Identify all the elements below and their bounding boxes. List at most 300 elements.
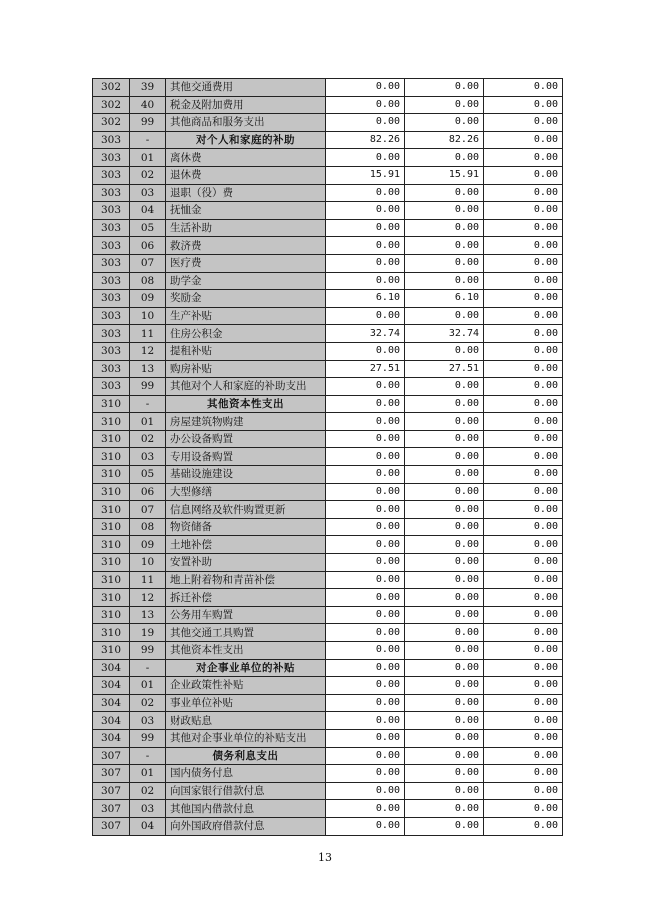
total-amount-cell: 0.00	[326, 606, 405, 624]
basic-expenditure-cell: 0.00	[405, 272, 484, 290]
item-code-cell: 07	[130, 501, 166, 519]
category-code-cell: 304	[93, 677, 130, 695]
total-amount-cell: 0.00	[326, 782, 405, 800]
basic-expenditure-cell: 0.00	[405, 448, 484, 466]
total-amount-cell: 0.00	[326, 342, 405, 360]
project-expenditure-cell: 0.00	[484, 448, 563, 466]
basic-expenditure-cell: 0.00	[405, 149, 484, 167]
item-code-cell: 40	[130, 96, 166, 114]
item-name-cell: 信息网络及软件购置更新	[166, 501, 326, 519]
category-code-cell: 303	[93, 131, 130, 149]
project-expenditure-cell: 0.00	[484, 782, 563, 800]
item-name-cell: 专用设备购置	[166, 448, 326, 466]
item-code-cell: 07	[130, 254, 166, 272]
project-expenditure-cell: 0.00	[484, 360, 563, 378]
basic-expenditure-cell: 0.00	[405, 413, 484, 431]
total-amount-cell: 0.00	[326, 96, 405, 114]
item-code-cell: 05	[130, 219, 166, 237]
project-expenditure-cell: 0.00	[484, 747, 563, 765]
item-code-cell: 02	[130, 782, 166, 800]
category-code-cell: 303	[93, 219, 130, 237]
total-amount-cell: 0.00	[326, 184, 405, 202]
basic-expenditure-cell: 0.00	[405, 536, 484, 554]
basic-expenditure-cell: 0.00	[405, 571, 484, 589]
item-code-cell: 11	[130, 325, 166, 343]
item-code-cell: 01	[130, 413, 166, 431]
total-amount-cell: 0.00	[326, 765, 405, 783]
basic-expenditure-cell: 0.00	[405, 800, 484, 818]
table-row	[93, 342, 563, 360]
category-code-cell: 310	[93, 642, 130, 660]
basic-expenditure-cell: 0.00	[405, 518, 484, 536]
item-code-cell: -	[130, 131, 166, 149]
item-code-cell: 02	[130, 694, 166, 712]
item-code-cell: 03	[130, 184, 166, 202]
basic-expenditure-cell: 0.00	[405, 659, 484, 677]
item-code-cell: 08	[130, 272, 166, 290]
basic-expenditure-cell: 0.00	[405, 501, 484, 519]
item-name-cell: 其他交通费用	[166, 79, 326, 97]
table-row	[93, 114, 563, 132]
project-expenditure-cell: 0.00	[484, 184, 563, 202]
table-row	[93, 589, 563, 607]
total-amount-cell: 0.00	[326, 149, 405, 167]
project-expenditure-cell: 0.00	[484, 202, 563, 220]
total-amount-cell: 0.00	[326, 624, 405, 642]
basic-expenditure-cell: 0.00	[405, 483, 484, 501]
basic-expenditure-cell: 0.00	[405, 342, 484, 360]
total-amount-cell: 15.91	[326, 166, 405, 184]
category-code-cell: 310	[93, 483, 130, 501]
basic-expenditure-cell: 0.00	[405, 712, 484, 730]
category-code-cell: 303	[93, 360, 130, 378]
table-row	[93, 430, 563, 448]
item-name-cell: 土地补偿	[166, 536, 326, 554]
category-code-cell: 303	[93, 237, 130, 255]
basic-expenditure-cell: 0.00	[405, 677, 484, 695]
total-amount-cell: 0.00	[326, 712, 405, 730]
item-name-cell: 安置补助	[166, 554, 326, 572]
table-row	[93, 307, 563, 325]
basic-expenditure-cell: 0.00	[405, 114, 484, 132]
item-code-cell: 03	[130, 800, 166, 818]
project-expenditure-cell: 0.00	[484, 307, 563, 325]
item-name-cell: 其他交通工具购置	[166, 624, 326, 642]
category-code-cell: 310	[93, 518, 130, 536]
total-amount-cell: 0.00	[326, 501, 405, 519]
item-code-cell: 10	[130, 554, 166, 572]
item-name-cell: 抚恤金	[166, 202, 326, 220]
total-amount-cell: 0.00	[326, 589, 405, 607]
table-row	[93, 360, 563, 378]
item-code-cell: 08	[130, 518, 166, 536]
basic-expenditure-cell: 0.00	[405, 430, 484, 448]
category-code-cell: 303	[93, 290, 130, 308]
total-amount-cell: 0.00	[326, 79, 405, 97]
project-expenditure-cell: 0.00	[484, 466, 563, 484]
total-amount-cell: 0.00	[326, 378, 405, 396]
total-amount-cell: 0.00	[326, 219, 405, 237]
project-expenditure-cell: 0.00	[484, 413, 563, 431]
category-code-cell: 310	[93, 624, 130, 642]
item-name-cell: 税金及附加费用	[166, 96, 326, 114]
item-name-cell: 基础设施建设	[166, 466, 326, 484]
category-code-cell: 302	[93, 79, 130, 97]
total-amount-cell: 0.00	[326, 395, 405, 413]
basic-expenditure-cell: 0.00	[405, 694, 484, 712]
table-row	[93, 149, 563, 167]
total-amount-cell: 0.00	[326, 272, 405, 290]
category-code-cell: 304	[93, 659, 130, 677]
project-expenditure-cell: 0.00	[484, 237, 563, 255]
basic-expenditure-cell: 0.00	[405, 782, 484, 800]
total-amount-cell: 0.00	[326, 729, 405, 747]
item-code-cell: 03	[130, 712, 166, 730]
basic-expenditure-cell: 0.00	[405, 729, 484, 747]
item-name-cell: 提租补贴	[166, 342, 326, 360]
basic-expenditure-cell: 32.74	[405, 325, 484, 343]
total-amount-cell: 0.00	[326, 237, 405, 255]
item-code-cell: 39	[130, 79, 166, 97]
project-expenditure-cell: 0.00	[484, 501, 563, 519]
item-code-cell: -	[130, 659, 166, 677]
total-amount-cell: 27.51	[326, 360, 405, 378]
item-name-cell: 向外国政府借款付息	[166, 817, 326, 835]
item-code-cell: -	[130, 747, 166, 765]
project-expenditure-cell: 0.00	[484, 149, 563, 167]
table-row	[93, 237, 563, 255]
basic-expenditure-cell: 0.00	[405, 747, 484, 765]
table-row-section	[93, 747, 563, 765]
item-name-cell: 其他对企事业单位的补贴支出	[166, 729, 326, 747]
project-expenditure-cell: 0.00	[484, 166, 563, 184]
item-name-cell: 助学金	[166, 272, 326, 290]
category-code-cell: 303	[93, 184, 130, 202]
project-expenditure-cell: 0.00	[484, 290, 563, 308]
project-expenditure-cell: 0.00	[484, 483, 563, 501]
table-row	[93, 166, 563, 184]
total-amount-cell: 0.00	[326, 677, 405, 695]
item-code-cell: 06	[130, 237, 166, 255]
item-name-cell: 生产补贴	[166, 307, 326, 325]
basic-expenditure-cell: 0.00	[405, 307, 484, 325]
item-name-cell: 退职（役）费	[166, 184, 326, 202]
basic-expenditure-cell: 0.00	[405, 79, 484, 97]
table-row	[93, 554, 563, 572]
category-code-cell: 310	[93, 448, 130, 466]
basic-expenditure-cell: 82.26	[405, 131, 484, 149]
item-name-cell: 其他资本性支出	[166, 642, 326, 660]
total-amount-cell: 0.00	[326, 694, 405, 712]
table-row	[93, 694, 563, 712]
category-code-cell: 310	[93, 501, 130, 519]
item-name-cell: 公务用车购置	[166, 606, 326, 624]
item-name-cell: 事业单位补贴	[166, 694, 326, 712]
category-code-cell: 310	[93, 589, 130, 607]
category-code-cell: 304	[93, 729, 130, 747]
table-row	[93, 96, 563, 114]
item-code-cell: 09	[130, 290, 166, 308]
project-expenditure-cell: 0.00	[484, 96, 563, 114]
table-row	[93, 272, 563, 290]
basic-expenditure-cell: 27.51	[405, 360, 484, 378]
total-amount-cell: 0.00	[326, 642, 405, 660]
total-amount-cell: 0.00	[326, 307, 405, 325]
category-code-cell: 310	[93, 571, 130, 589]
item-code-cell: 09	[130, 536, 166, 554]
budget-table	[92, 78, 563, 836]
category-code-cell: 307	[93, 782, 130, 800]
basic-expenditure-cell: 0.00	[405, 184, 484, 202]
item-code-cell: 04	[130, 202, 166, 220]
category-code-cell: 303	[93, 254, 130, 272]
table-row	[93, 466, 563, 484]
category-code-cell: 310	[93, 554, 130, 572]
project-expenditure-cell: 0.00	[484, 677, 563, 695]
page-number: 13	[318, 851, 332, 864]
basic-expenditure-cell: 0.00	[405, 765, 484, 783]
category-code-cell: 303	[93, 342, 130, 360]
item-name-cell: 医疗费	[166, 254, 326, 272]
table-row	[93, 677, 563, 695]
basic-expenditure-cell: 0.00	[405, 96, 484, 114]
category-code-cell: 307	[93, 800, 130, 818]
item-code-cell: 99	[130, 114, 166, 132]
item-name-cell: 企业政策性补贴	[166, 677, 326, 695]
table-row	[93, 642, 563, 660]
basic-expenditure-cell: 0.00	[405, 554, 484, 572]
basic-expenditure-cell: 6.10	[405, 290, 484, 308]
total-amount-cell: 0.00	[326, 448, 405, 466]
category-code-cell: 303	[93, 149, 130, 167]
total-amount-cell: 0.00	[326, 114, 405, 132]
category-code-cell: 302	[93, 114, 130, 132]
total-amount-cell: 0.00	[326, 518, 405, 536]
table-row	[93, 501, 563, 519]
table-row	[93, 624, 563, 642]
project-expenditure-cell: 0.00	[484, 624, 563, 642]
table-row-section	[93, 131, 563, 149]
category-code-cell: 303	[93, 307, 130, 325]
item-code-cell: 13	[130, 360, 166, 378]
total-amount-cell: 0.00	[326, 571, 405, 589]
category-code-cell: 303	[93, 166, 130, 184]
project-expenditure-cell: 0.00	[484, 571, 563, 589]
item-name-cell: 物资储备	[166, 518, 326, 536]
project-expenditure-cell: 0.00	[484, 712, 563, 730]
category-code-cell: 304	[93, 712, 130, 730]
total-amount-cell: 0.00	[326, 202, 405, 220]
item-code-cell: -	[130, 395, 166, 413]
table-row	[93, 729, 563, 747]
project-expenditure-cell: 0.00	[484, 817, 563, 835]
basic-expenditure-cell: 15.91	[405, 166, 484, 184]
table-row	[93, 782, 563, 800]
basic-expenditure-cell: 0.00	[405, 378, 484, 396]
item-name-cell: 对企事业单位的补贴	[166, 659, 326, 677]
category-code-cell: 302	[93, 96, 130, 114]
project-expenditure-cell: 0.00	[484, 800, 563, 818]
item-name-cell: 对个人和家庭的补助	[166, 131, 326, 149]
table-body	[93, 79, 563, 836]
basic-expenditure-cell: 0.00	[405, 395, 484, 413]
project-expenditure-cell: 0.00	[484, 395, 563, 413]
project-expenditure-cell: 0.00	[484, 430, 563, 448]
table-row	[93, 79, 563, 97]
basic-expenditure-cell: 0.00	[405, 589, 484, 607]
total-amount-cell: 0.00	[326, 536, 405, 554]
table-row	[93, 536, 563, 554]
category-code-cell: 307	[93, 765, 130, 783]
item-name-cell: 购房补贴	[166, 360, 326, 378]
item-code-cell: 13	[130, 606, 166, 624]
table-row	[93, 202, 563, 220]
item-name-cell: 住房公积金	[166, 325, 326, 343]
total-amount-cell: 0.00	[326, 747, 405, 765]
project-expenditure-cell: 0.00	[484, 554, 563, 572]
total-amount-cell: 0.00	[326, 800, 405, 818]
item-name-cell: 债务利息支出	[166, 747, 326, 765]
item-code-cell: 19	[130, 624, 166, 642]
category-code-cell: 310	[93, 536, 130, 554]
basic-expenditure-cell: 0.00	[405, 624, 484, 642]
table-row	[93, 483, 563, 501]
basic-expenditure-cell: 0.00	[405, 642, 484, 660]
basic-expenditure-cell: 0.00	[405, 466, 484, 484]
total-amount-cell: 32.74	[326, 325, 405, 343]
item-name-cell: 拆迁补偿	[166, 589, 326, 607]
project-expenditure-cell: 0.00	[484, 272, 563, 290]
category-code-cell: 307	[93, 817, 130, 835]
table-row	[93, 765, 563, 783]
basic-expenditure-cell: 0.00	[405, 817, 484, 835]
table-row	[93, 448, 563, 466]
category-code-cell: 303	[93, 272, 130, 290]
item-name-cell: 大型修缮	[166, 483, 326, 501]
total-amount-cell: 0.00	[326, 466, 405, 484]
category-code-cell: 303	[93, 325, 130, 343]
project-expenditure-cell: 0.00	[484, 659, 563, 677]
item-name-cell: 其他国内借款付息	[166, 800, 326, 818]
table-row	[93, 817, 563, 835]
item-code-cell: 10	[130, 307, 166, 325]
table-row	[93, 606, 563, 624]
project-expenditure-cell: 0.00	[484, 518, 563, 536]
item-code-cell: 99	[130, 378, 166, 396]
table-row	[93, 219, 563, 237]
project-expenditure-cell: 0.00	[484, 729, 563, 747]
item-name-cell: 办公设备购置	[166, 430, 326, 448]
item-name-cell: 国内债务付息	[166, 765, 326, 783]
item-code-cell: 01	[130, 677, 166, 695]
table-row	[93, 518, 563, 536]
item-name-cell: 退休费	[166, 166, 326, 184]
table-row	[93, 378, 563, 396]
item-code-cell: 02	[130, 430, 166, 448]
project-expenditure-cell: 0.00	[484, 342, 563, 360]
table-row	[93, 254, 563, 272]
item-name-cell: 救济费	[166, 237, 326, 255]
category-code-cell: 310	[93, 606, 130, 624]
item-code-cell: 01	[130, 149, 166, 167]
category-code-cell: 310	[93, 395, 130, 413]
project-expenditure-cell: 0.00	[484, 131, 563, 149]
table-row	[93, 290, 563, 308]
item-name-cell: 其他商品和服务支出	[166, 114, 326, 132]
category-code-cell: 303	[93, 202, 130, 220]
category-code-cell: 303	[93, 378, 130, 396]
table-row	[93, 184, 563, 202]
project-expenditure-cell: 0.00	[484, 765, 563, 783]
table-row	[93, 571, 563, 589]
project-expenditure-cell: 0.00	[484, 642, 563, 660]
category-code-cell: 304	[93, 694, 130, 712]
item-code-cell: 02	[130, 166, 166, 184]
item-code-cell: 11	[130, 571, 166, 589]
project-expenditure-cell: 0.00	[484, 378, 563, 396]
project-expenditure-cell: 0.00	[484, 114, 563, 132]
total-amount-cell: 0.00	[326, 430, 405, 448]
table-row	[93, 325, 563, 343]
category-code-cell: 310	[93, 413, 130, 431]
item-code-cell: 01	[130, 765, 166, 783]
item-name-cell: 其他资本性支出	[166, 395, 326, 413]
total-amount-cell: 0.00	[326, 817, 405, 835]
total-amount-cell: 6.10	[326, 290, 405, 308]
table-row-section	[93, 659, 563, 677]
project-expenditure-cell: 0.00	[484, 536, 563, 554]
project-expenditure-cell: 0.00	[484, 694, 563, 712]
category-code-cell: 307	[93, 747, 130, 765]
item-code-cell: 06	[130, 483, 166, 501]
item-name-cell: 地上附着物和青苗补偿	[166, 571, 326, 589]
total-amount-cell: 0.00	[326, 659, 405, 677]
project-expenditure-cell: 0.00	[484, 606, 563, 624]
project-expenditure-cell: 0.00	[484, 589, 563, 607]
item-code-cell: 12	[130, 342, 166, 360]
total-amount-cell: 0.00	[326, 554, 405, 572]
item-name-cell: 其他对个人和家庭的补助支出	[166, 378, 326, 396]
item-name-cell: 离休费	[166, 149, 326, 167]
total-amount-cell: 0.00	[326, 254, 405, 272]
basic-expenditure-cell: 0.00	[405, 219, 484, 237]
table-row	[93, 413, 563, 431]
project-expenditure-cell: 0.00	[484, 79, 563, 97]
item-code-cell: 12	[130, 589, 166, 607]
table-row-section	[93, 395, 563, 413]
item-code-cell: 05	[130, 466, 166, 484]
item-name-cell: 财政贴息	[166, 712, 326, 730]
item-name-cell: 生活补助	[166, 219, 326, 237]
basic-expenditure-cell: 0.00	[405, 237, 484, 255]
item-code-cell: 99	[130, 729, 166, 747]
basic-expenditure-cell: 0.00	[405, 606, 484, 624]
item-code-cell: 04	[130, 817, 166, 835]
project-expenditure-cell: 0.00	[484, 254, 563, 272]
item-name-cell: 房屋建筑物购建	[166, 413, 326, 431]
project-expenditure-cell: 0.00	[484, 325, 563, 343]
total-amount-cell: 82.26	[326, 131, 405, 149]
basic-expenditure-cell: 0.00	[405, 254, 484, 272]
item-name-cell: 向国家银行借款付息	[166, 782, 326, 800]
basic-expenditure-cell: 0.00	[405, 202, 484, 220]
total-amount-cell: 0.00	[326, 483, 405, 501]
category-code-cell: 310	[93, 430, 130, 448]
total-amount-cell: 0.00	[326, 413, 405, 431]
category-code-cell: 310	[93, 466, 130, 484]
project-expenditure-cell: 0.00	[484, 219, 563, 237]
table-row	[93, 800, 563, 818]
